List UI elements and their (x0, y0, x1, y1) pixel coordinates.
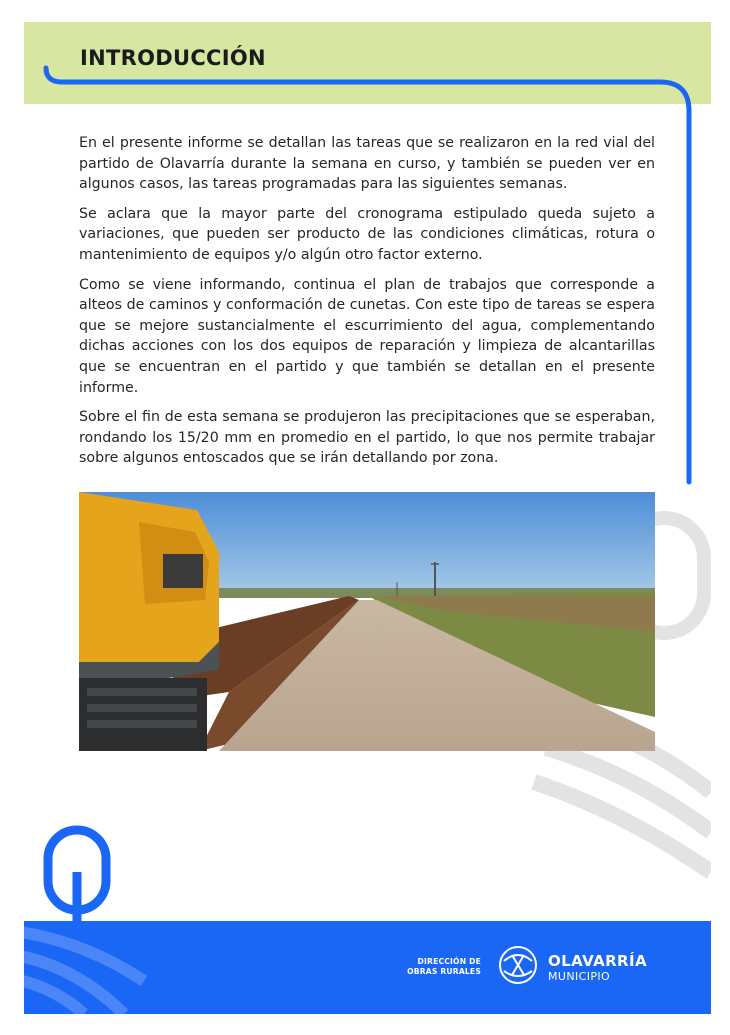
road-works-photo (79, 492, 655, 751)
municipality-brand (548, 953, 647, 983)
department-line-2: OBRAS RURALES (407, 966, 481, 976)
paragraph: Como se viene informando, continua el plan de trabajos que corresponde a alteos de caminos y conformación de cunetas. Con este tipo de tareas se espera que se mejore sustancialmente el escurrimiento del agua, complementando dichas acciones con los dos equipos de reparación y limpieza de alcantarillas que se encuentran en el partido y que también se detallan en el presente informe. (79, 276, 655, 396)
department-label (407, 957, 481, 976)
footer-wave-deco-icon (24, 921, 164, 1014)
body-text (79, 133, 655, 478)
road-photo-illustration (79, 492, 655, 751)
paragraph: En el presente informe se detallan las tareas que se realizaron en la red vial del partido de Olavarría durante la semana en curso, y también se pueden ver en algunos casos, las tareas programadas para las siguientes semanas. (79, 135, 655, 193)
paragraph: Se aclara que la mayor parte del cronograma estipulado queda sujeto a variaciones, que pueden ser producto de las condiciones climáticas, rotura o mantenimiento de equipos y/o algún otro factor externo. (79, 205, 655, 263)
olavarria-o-mark-icon (38, 822, 128, 932)
olavarria-logo-icon (494, 941, 542, 989)
brand-name: OLAVARRÍA (548, 952, 647, 970)
page-title: INTRODUCCIÓN (80, 46, 266, 70)
brand-subtitle: MUNICIPIO (548, 970, 611, 983)
report-page (24, 22, 711, 1014)
footer-band (24, 921, 711, 1014)
department-line-1: DIRECCIÓN DE (417, 957, 481, 966)
paragraph: Sobre el fin de esta semana se produjeron las precipitaciones que se esperaban, rondando los 15/20 mm en promedio en el partido, lo que nos permite trabajar sobre algunos entoscados que se irán detallando por zona. (79, 409, 655, 467)
